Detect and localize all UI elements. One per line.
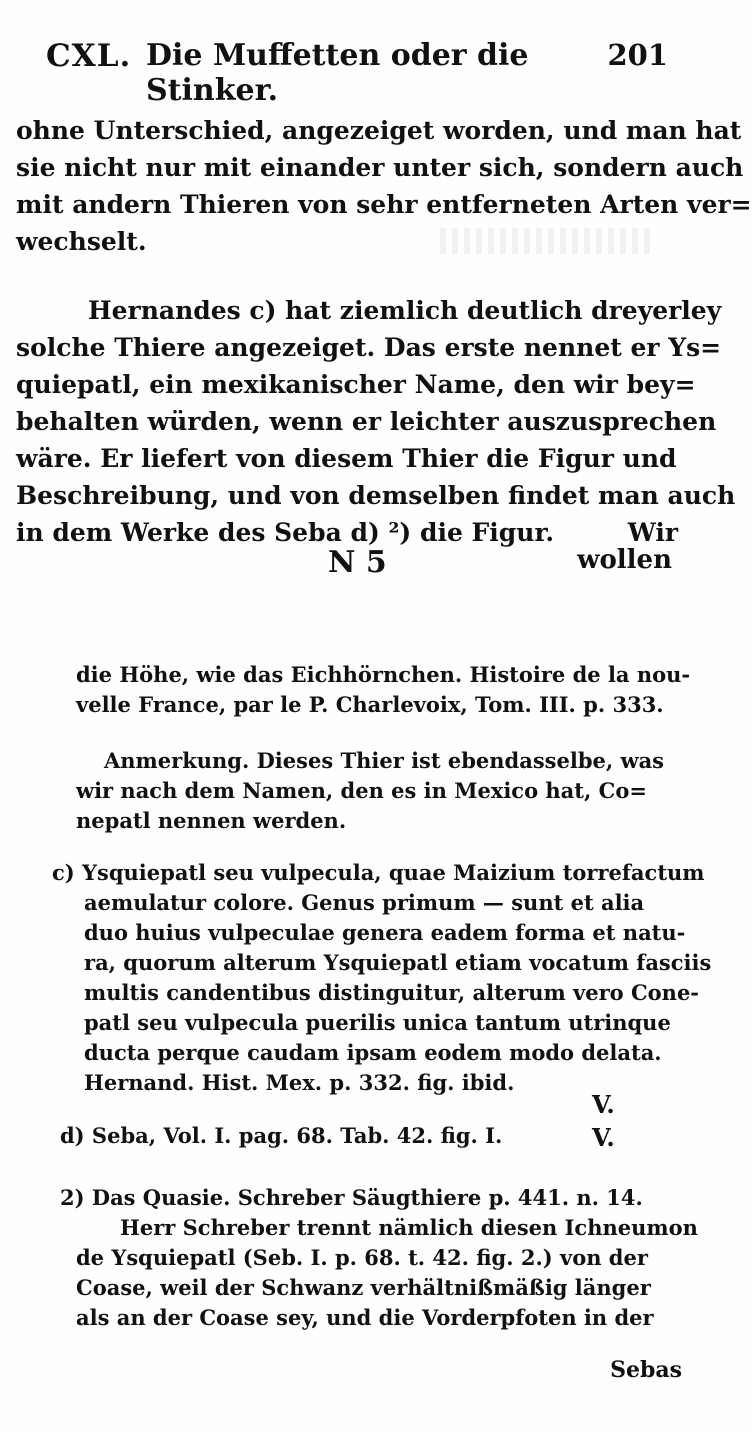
note-line: 2) Das Quasie. Schreber Säugthiere p. 441. n. 14. xyxy=(60,1185,643,1210)
text-line: Beschreibung, und von demselben findet man auch xyxy=(16,481,736,510)
page-number: 201 xyxy=(607,38,668,72)
print-smudge xyxy=(440,228,650,254)
note-line: ducta perque caudam ipsam eodem modo delata. xyxy=(84,1040,662,1065)
signature-mark: N 5 xyxy=(328,545,387,580)
text-line: solche Thiere angezeiget. Das erste nennet er Ys= xyxy=(16,333,722,362)
footnote-2 xyxy=(60,1183,698,1333)
note-line: duo huius vulpeculae genera eadem forma et natu- xyxy=(84,920,686,945)
text-line: behalten würden, wenn er leichter auszusprechen xyxy=(16,407,717,436)
text-line: Hernandes c) hat ziemlich deutlich dreyerley xyxy=(88,296,722,325)
footnote-line: velle France, par le P. Charlevoix, Tom. III. p. 333. xyxy=(76,692,664,717)
text-line: mit andern Thieren von sehr entferneten Arten ver= xyxy=(16,190,752,219)
editor-mark: V. xyxy=(592,1090,615,1119)
note-line: Coase, weil der Schwanz verhältnißmäßig länger xyxy=(76,1275,651,1300)
footnote-d: d) Seba, Vol. I. pag. 68. Tab. 42. fig. I. xyxy=(60,1123,503,1148)
note-line: wir nach dem Namen, den es in Mexico hat, Co= xyxy=(76,778,647,803)
editor-mark: V. xyxy=(592,1123,615,1152)
catchword: Sebas xyxy=(610,1357,682,1383)
page-header xyxy=(28,38,668,108)
note-line: aemulatur colore. Genus primum — sunt et alia xyxy=(84,890,645,915)
chapter-number: CXL. xyxy=(46,38,132,74)
text-line: ohne Unterschied, angezeiget worden, und man hat xyxy=(16,116,742,145)
text-line: wechselt. xyxy=(16,227,147,256)
anmerkung-note xyxy=(76,746,684,836)
note-line: Herr Schreber trennt nämlich diesen Ichneumon xyxy=(120,1215,698,1240)
text-line: sie nicht nur mit einander unter sich, sondern auch xyxy=(16,153,744,182)
text-line: wäre. Er liefert von diesem Thier die Figur und xyxy=(16,444,677,473)
note-line: de Ysquiepatl (Seb. I. p. 68. t. 42. fig. 2.) von der xyxy=(76,1245,648,1270)
footnote-c xyxy=(52,858,712,1098)
footnote-continuation xyxy=(76,660,691,720)
paragraph-hernandes xyxy=(16,292,736,551)
note-line: Anmerkung. Dieses Thier ist ebendasselbe, was xyxy=(104,748,665,773)
note-line: nepatl nennen werden. xyxy=(76,808,347,833)
note-line: ra, quorum alterum Ysquiepatl etiam vocatum fasciis xyxy=(84,950,712,975)
text-line: quiepatl, ein mexikanischer Name, den wir bey= xyxy=(16,370,696,399)
note-line: Hernand. Hist. Mex. p. 332. fig. ibid. xyxy=(84,1070,515,1095)
note-line: patl seu vulpecula puerilis unica tantum utrinque xyxy=(84,1010,671,1035)
running-title: Die Muffetten oder die Stinker. xyxy=(146,38,529,108)
catchword: wollen xyxy=(577,545,672,575)
note-line: multis candentibus distinguitur, alterum vero Cone- xyxy=(84,980,700,1005)
text-line-left: in dem Werke des Seba d) ²) die Figur. xyxy=(16,518,555,547)
note-line: als an der Coase sey, und die Vorderpfoten in der xyxy=(76,1305,654,1330)
note-line: c) Ysquiepatl seu vulpecula, quae Maizium torrefactum xyxy=(52,860,705,885)
footnote-line: die Höhe, wie das Eichhörnchen. Histoire de la nou- xyxy=(76,662,691,687)
text-line-right: Wir xyxy=(627,518,678,547)
